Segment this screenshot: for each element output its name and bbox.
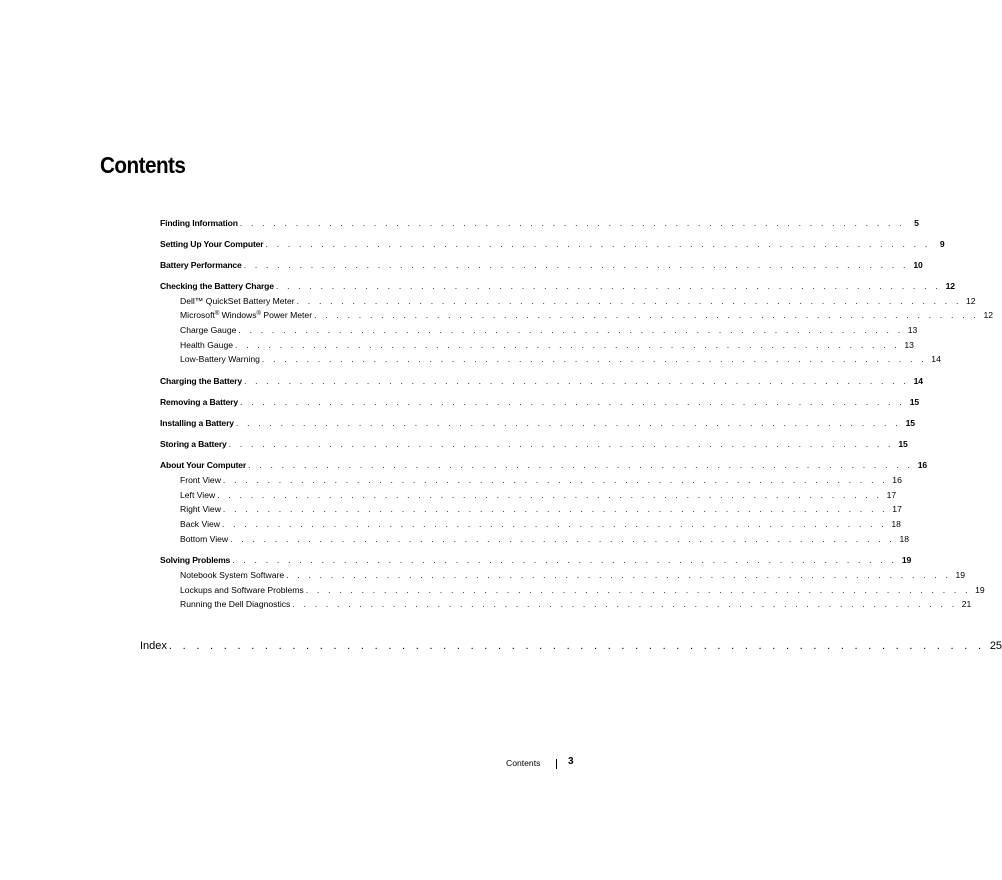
toc-dot-leader: . . . . . . . . . . . . . . . . . . . . . . . . . . . . . . . . . . . . . . . . . . . . . . . . . . . . . . . . . . . . <box>240 397 905 407</box>
toc-entry-title: Bottom View <box>180 534 229 544</box>
toc-entry-title: Storing a Battery <box>160 439 227 449</box>
toc-entry-page-number: 19 <box>975 585 985 595</box>
toc-entry-title: Battery Performance <box>160 260 242 270</box>
toc-entry-page-number: 13 <box>904 340 914 350</box>
toc-entry[interactable] <box>160 555 912 566</box>
toc-subentry[interactable] <box>180 475 902 486</box>
toc-dot-leader: . . . . . . . . . . . . . . . . . . . . . . . . . . . . . . . . . . . . . . . . . . . . . . . . . . . . . . . . . . . . <box>261 354 927 364</box>
toc-entry[interactable] <box>160 418 915 429</box>
footer-page-number: 3 <box>568 756 574 767</box>
toc-entry-title: Removing a Battery <box>160 397 239 407</box>
toc-dot-leader: . . . . . . . . . . . . . . . . . . . . . . . . . . . . . . . . . . . . . . . . . . . . . . . . . . . . . . . . . . . . <box>292 599 958 609</box>
toc-entry-page-number: 9 <box>939 239 945 249</box>
toc-entry-title: Charging the Battery <box>160 376 242 386</box>
toc-entry[interactable] <box>160 397 919 408</box>
toc-entry[interactable] <box>160 439 908 450</box>
toc-entry-page-number: 15 <box>909 397 919 407</box>
toc-dot-leader: . . . . . . . . . . . . . . . . . . . . . . . . . . . . . . . . . . . . . . . . . . . . . . . . . . . . . . . . . . . . <box>248 460 914 470</box>
toc-entry-title: Left View <box>180 490 216 500</box>
toc-dot-leader: . . . . . . . . . . . . . . . . . . . . . . . . . . . . . . . . . . . . . . . . . . . . . . . . . . . . . . . . . . . . <box>168 640 985 652</box>
toc-subentry[interactable] <box>180 534 910 545</box>
toc-entry-title: Microsoft® Windows® Power Meter <box>180 310 313 320</box>
toc-entry-title: Installing a Battery <box>160 418 234 428</box>
toc-entry-page-number: 17 <box>886 490 897 500</box>
toc-subentry[interactable] <box>180 310 993 321</box>
toc-subentry[interactable] <box>180 570 966 581</box>
toc-dot-leader: . . . . . . . . . . . . . . . . . . . . . . . . . . . . . . . . . . . . . . . . . . . . . . . . . . . . . . . . . . . . <box>235 418 901 428</box>
toc-dot-leader: . . . . . . . . . . . . . . . . . . . . . . . . . . . . . . . . . . . . . . . . . . . . . . . . . . . . . . . . . . . . <box>286 570 952 580</box>
toc-entry-page-number: 12 <box>983 310 993 320</box>
toc-entry-page-number: 19 <box>901 555 912 565</box>
toc-entry-page-number: 21 <box>961 599 972 609</box>
toc-subentry[interactable] <box>180 490 897 501</box>
toc-entry-title: Dell™ QuickSet Battery Meter <box>180 296 295 306</box>
toc-entry-page-number: 14 <box>913 376 923 386</box>
toc-dot-leader: . . . . . . . . . . . . . . . . . . . . . . . . . . . . . . . . . . . . . . . . . . . . . . . . . . . . . . . . . . . . <box>244 376 909 386</box>
toc-entry-page-number: 18 <box>891 519 901 529</box>
toc-entry-page-number: 10 <box>913 260 923 270</box>
toc-entry-page-number: 12 <box>945 281 955 291</box>
toc-subentry[interactable] <box>180 296 976 307</box>
toc-entry[interactable] <box>160 239 945 250</box>
toc-entry-page-number: 15 <box>898 439 908 449</box>
toc-subentry[interactable] <box>180 504 902 515</box>
footer-divider <box>556 759 557 769</box>
page-footer <box>0 756 680 770</box>
toc-subentry[interactable] <box>180 354 941 365</box>
toc-entry-page-number: 15 <box>905 418 915 428</box>
toc-dot-leader: . . . . . . . . . . . . . . . . . . . . . . . . . . . . . . . . . . . . . . . . . . . . . . . . . . . . . . . . . . . . <box>228 439 894 449</box>
toc-entry-title: Running the Dell Diagnostics <box>180 599 291 609</box>
toc-entry[interactable] <box>160 376 923 387</box>
toc-entry[interactable] <box>160 281 955 292</box>
toc-entry-title: Low-Battery Warning <box>180 354 260 364</box>
toc-entry[interactable] <box>160 460 928 471</box>
toc-dot-leader: . . . . . . . . . . . . . . . . . . . . . . . . . . . . . . . . . . . . . . . . . . . . . . . . . . . . . . . . . . . . <box>222 475 888 485</box>
toc-dot-leader: . . . . . . . . . . . . . . . . . . . . . . . . . . . . . . . . . . . . . . . . . . . . . . . . . . . . . . . . . . . . <box>222 504 888 514</box>
toc-index-entry[interactable] <box>140 640 1002 653</box>
toc-entry-title: Checking the Battery Charge <box>160 281 274 291</box>
toc-dot-leader: . . . . . . . . . . . . . . . . . . . . . . . . . . . . . . . . . . . . . . . . . . . . . . . . . . . . . . . . . . . . <box>296 296 962 306</box>
toc-entry-page-number: 18 <box>899 534 910 544</box>
toc-entry-page-number: 16 <box>917 460 928 470</box>
toc-dot-leader: . . . . . . . . . . . . . . . . . . . . . . . . . . . . . . . . . . . . . . . . . . . . . . . . . . . . . . . . . . . . <box>221 519 887 529</box>
toc-dot-leader: . . . . . . . . . . . . . . . . . . . . . . . . . . . . . . . . . . . . . . . . . . . . . . . . . . . . . . . . . . . . <box>232 555 898 565</box>
toc-subentry[interactable] <box>180 519 901 530</box>
toc-entry-title: Charge Gauge <box>180 325 237 335</box>
toc-entry[interactable] <box>160 218 919 229</box>
toc-subentry[interactable] <box>180 340 914 351</box>
toc-entry-page-number: 14 <box>931 354 941 364</box>
toc-entry-title: Health Gauge <box>180 340 234 350</box>
toc-entry-page-number: 25 <box>989 640 1002 652</box>
toc-dot-leader: . . . . . . . . . . . . . . . . . . . . . . . . . . . . . . . . . . . . . . . . . . . . . . . . . . . . . . . . . . . . <box>275 281 941 291</box>
toc-dot-leader: . . . . . . . . . . . . . . . . . . . . . . . . . . . . . . . . . . . . . . . . . . . . . . . . . . . . . . . . . . . . <box>230 534 896 544</box>
toc-entry-page-number: 5 <box>914 218 919 228</box>
footer-section-label: Contents <box>506 758 541 768</box>
toc-entry-title: Solving Problems <box>160 555 231 565</box>
toc-subentry[interactable] <box>180 599 972 610</box>
toc-entry-title: About Your Computer <box>160 460 247 470</box>
toc-dot-leader: . . . . . . . . . . . . . . . . . . . . . . . . . . . . . . . . . . . . . . . . . . . . . . . . . . . . . . . . . . . . <box>243 260 909 270</box>
toc-dot-leader: . . . . . . . . . . . . . . . . . . . . . . . . . . . . . . . . . . . . . . . . . . . . . . . . . . . . . . . . . . . . <box>314 310 979 320</box>
toc-subentry[interactable] <box>180 325 918 336</box>
toc-entry-title: Right View <box>180 504 221 514</box>
toc-dot-leader: . . . . . . . . . . . . . . . . . . . . . . . . . . . . . . . . . . . . . . . . . . . . . . . . . . . . . . . . . . . . <box>238 325 904 335</box>
toc-dot-leader: . . . . . . . . . . . . . . . . . . . . . . . . . . . . . . . . . . . . . . . . . . . . . . . . . . . . . . . . . . . . <box>265 239 931 249</box>
toc-entry-title: Setting Up Your Computer <box>160 239 264 249</box>
toc-entry-page-number: 16 <box>892 475 902 485</box>
toc-entry-title: Front View <box>180 475 221 485</box>
toc-entry-page-number: 17 <box>892 504 902 514</box>
toc-entry-page-number: 13 <box>907 325 918 335</box>
toc-dot-leader: . . . . . . . . . . . . . . . . . . . . . . . . . . . . . . . . . . . . . . . . . . . . . . . . . . . . . . . . . . . . <box>235 340 900 350</box>
toc-entry[interactable] <box>160 260 923 271</box>
toc-dot-leader: . . . . . . . . . . . . . . . . . . . . . . . . . . . . . . . . . . . . . . . . . . . . . . . . . . . . . . . . . . . . <box>305 585 971 595</box>
toc-entry-title: Notebook System Software <box>180 570 285 580</box>
toc-entry-title: Back View <box>180 519 220 529</box>
toc-entry-page-number: 19 <box>955 570 966 580</box>
toc-dot-leader: . . . . . . . . . . . . . . . . . . . . . . . . . . . . . . . . . . . . . . . . . . . . . . . . . . . . . . . . . . . . <box>239 218 905 228</box>
toc-subentry[interactable] <box>180 585 985 596</box>
toc-entry-page-number: 12 <box>966 296 976 306</box>
page-title: Contents <box>100 152 186 178</box>
toc-entry-title: Index <box>140 640 167 652</box>
toc-entry-title: Finding Information <box>160 218 238 228</box>
toc-entry-title: Lockups and Software Problems <box>180 585 304 595</box>
toc-dot-leader: . . . . . . . . . . . . . . . . . . . . . . . . . . . . . . . . . . . . . . . . . . . . . . . . . . . . . . . . . . . . <box>217 490 883 500</box>
